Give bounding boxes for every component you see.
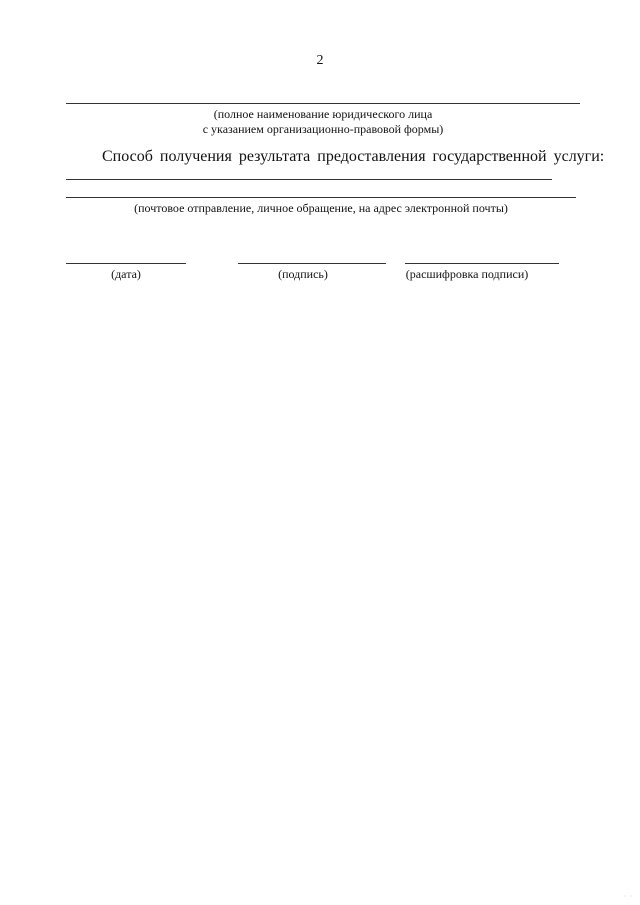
legal-entity-name-line [66,103,580,104]
result-method-caption: (почтовое отправление, личное обращение, на адрес электронной почты) [134,201,508,215]
result-method-line-2 [66,197,576,198]
signature-line [238,263,386,264]
signature-decryption-caption: (расшифровка подписи) [405,267,529,281]
signature-decryption-line [405,263,559,264]
result-method-heading: Способ получения результата предоставления государственной услуги: [102,148,605,165]
signature-caption: (подпись) [278,267,328,281]
legal-entity-caption-line2: с указанием организационно-правовой формы) [202,122,444,136]
result-method-line-1 [66,179,552,180]
date-line [66,263,186,264]
legal-entity-caption-line1: (полное наименование юридического лица [213,107,433,121]
page-number: 2 [316,53,324,68]
date-caption: (дата) [111,267,141,281]
scan-artifact: · · [623,892,634,901]
